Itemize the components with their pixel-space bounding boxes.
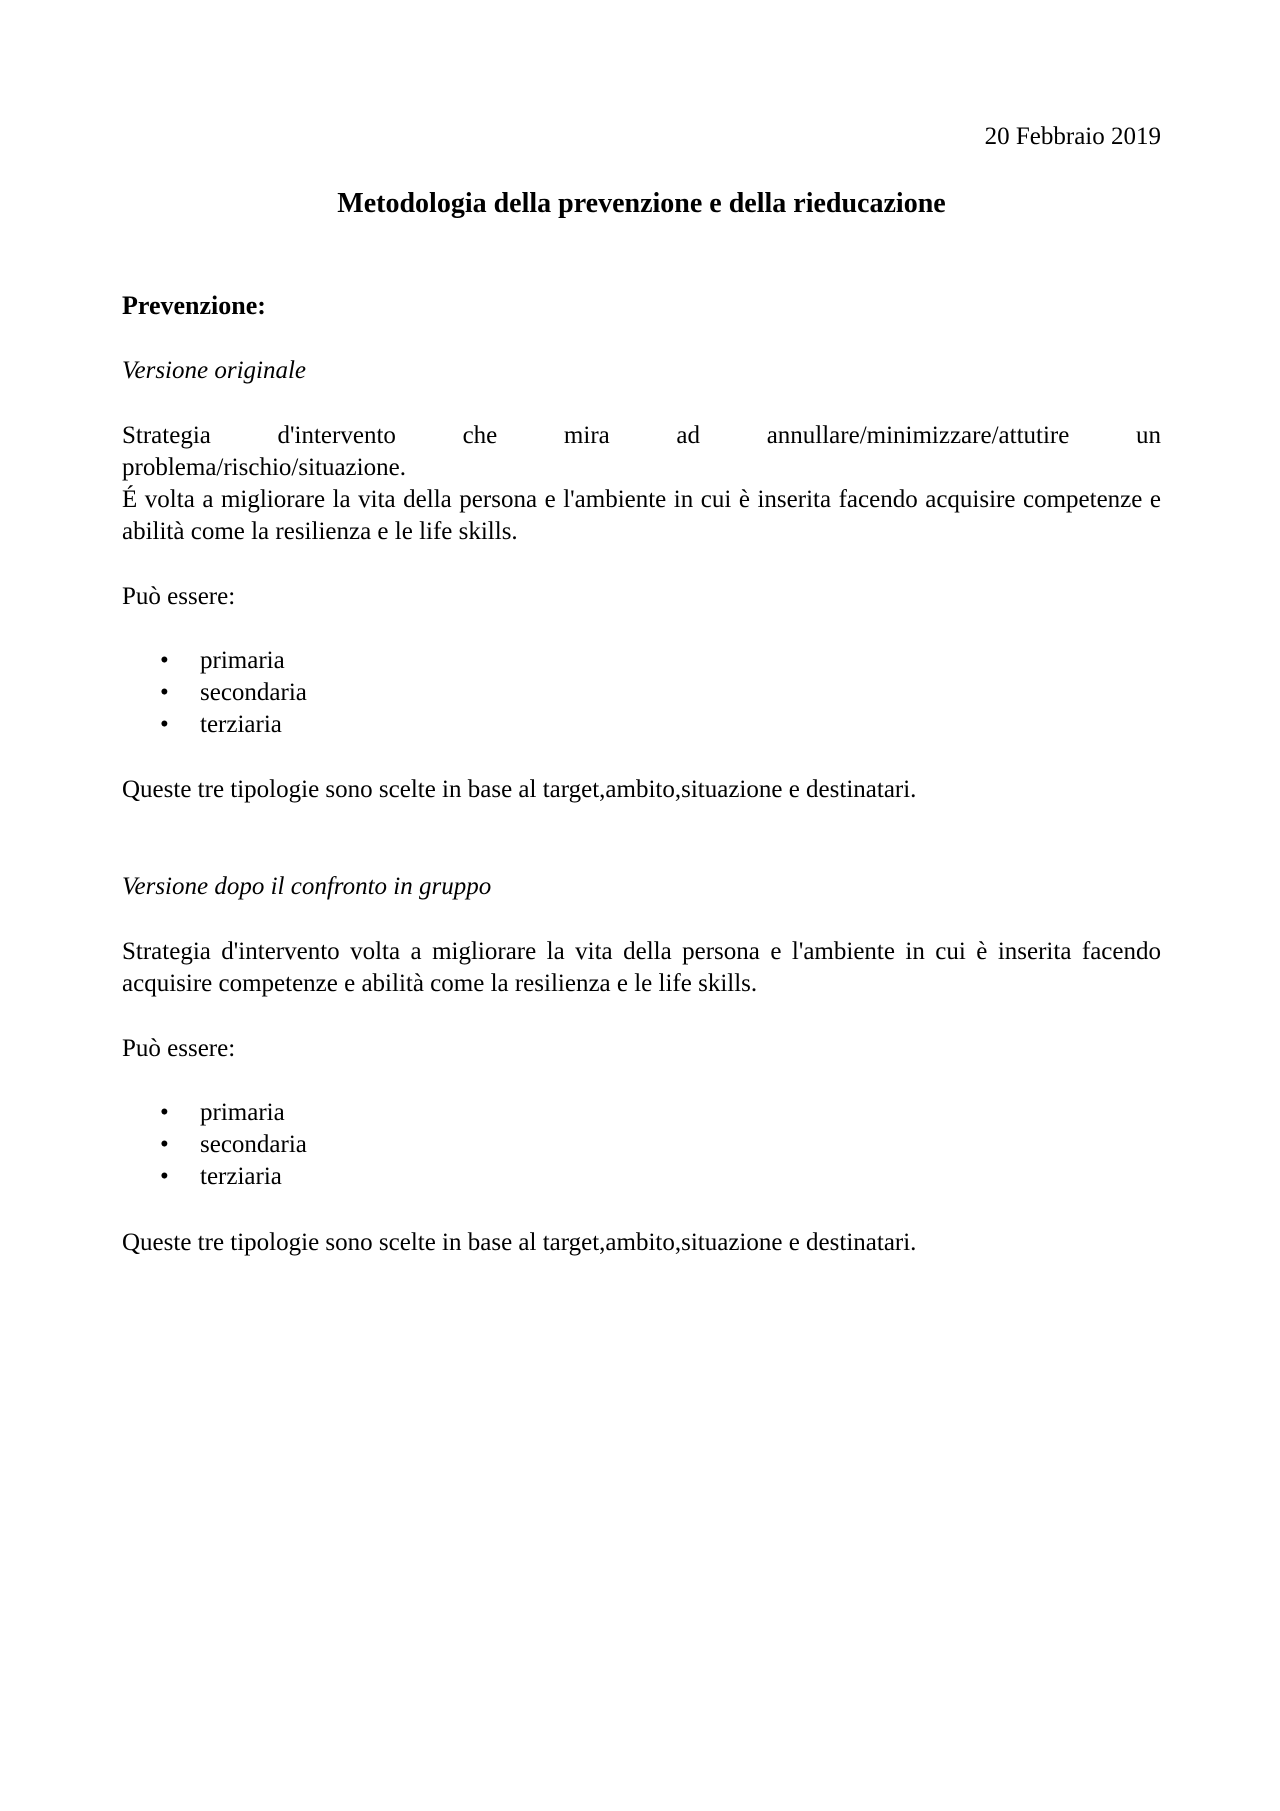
group-version-closing: Queste tre tipologie sono scelte in base al target,ambito,situazione e destinatari.	[122, 1229, 917, 1256]
group-version-can-be: Può essere:	[122, 1035, 236, 1062]
list-item: • terziaria	[122, 1161, 1161, 1193]
bullet-icon: •	[160, 679, 169, 706]
list-item: • primaria	[122, 1097, 1161, 1129]
bullet-icon: •	[160, 1099, 169, 1126]
bullet-icon: •	[160, 647, 169, 674]
bullet-icon: •	[160, 1163, 169, 1190]
group-version-heading: Versione dopo il confronto in gruppo	[122, 873, 492, 900]
original-version-can-be: Può essere:	[122, 583, 236, 610]
document-date: 20 Febbraio 2019	[984, 123, 1161, 150]
original-version-closing: Queste tre tipologie sono scelte in base al target,ambito,situazione e destinatari.	[122, 776, 917, 803]
original-version-paragraph-1	[122, 420, 1161, 484]
original-paragraph-line-1: Strategia d'intervento che mira ad annullare/minimizzare/attutire un	[122, 422, 1161, 449]
bullet-icon: •	[160, 1131, 169, 1158]
group-version-paragraph: Strategia d'intervento volta a migliorare la vita della persona e l'ambiente in cui è inserita facendo acquisire competenze e abilità come la resilienza e le life skills.	[122, 938, 1161, 997]
list-item: • secondaria	[122, 677, 1161, 709]
bullet-icon: •	[160, 711, 169, 738]
original-version-paragraph-2: É volta a migliorare la vita della persona e l'ambiente in cui è inserita facendo acquisire competenze e abilità come la resilienza e le life skills.	[122, 486, 1161, 545]
list-item: • primaria	[122, 645, 1161, 677]
section-heading-prevenzione: Prevenzione:	[122, 291, 266, 320]
group-version-types-list	[122, 1097, 1161, 1193]
original-version-heading: Versione originale	[122, 357, 307, 384]
original-paragraph-line-2: problema/rischio/situazione.	[122, 454, 406, 481]
document-page	[122, 0, 1161, 1811]
list-item: • secondaria	[122, 1129, 1161, 1161]
document-title: Metodologia della prevenzione e della rieducazione	[337, 188, 946, 219]
list-item: • terziaria	[122, 709, 1161, 741]
original-version-types-list	[122, 645, 1161, 741]
